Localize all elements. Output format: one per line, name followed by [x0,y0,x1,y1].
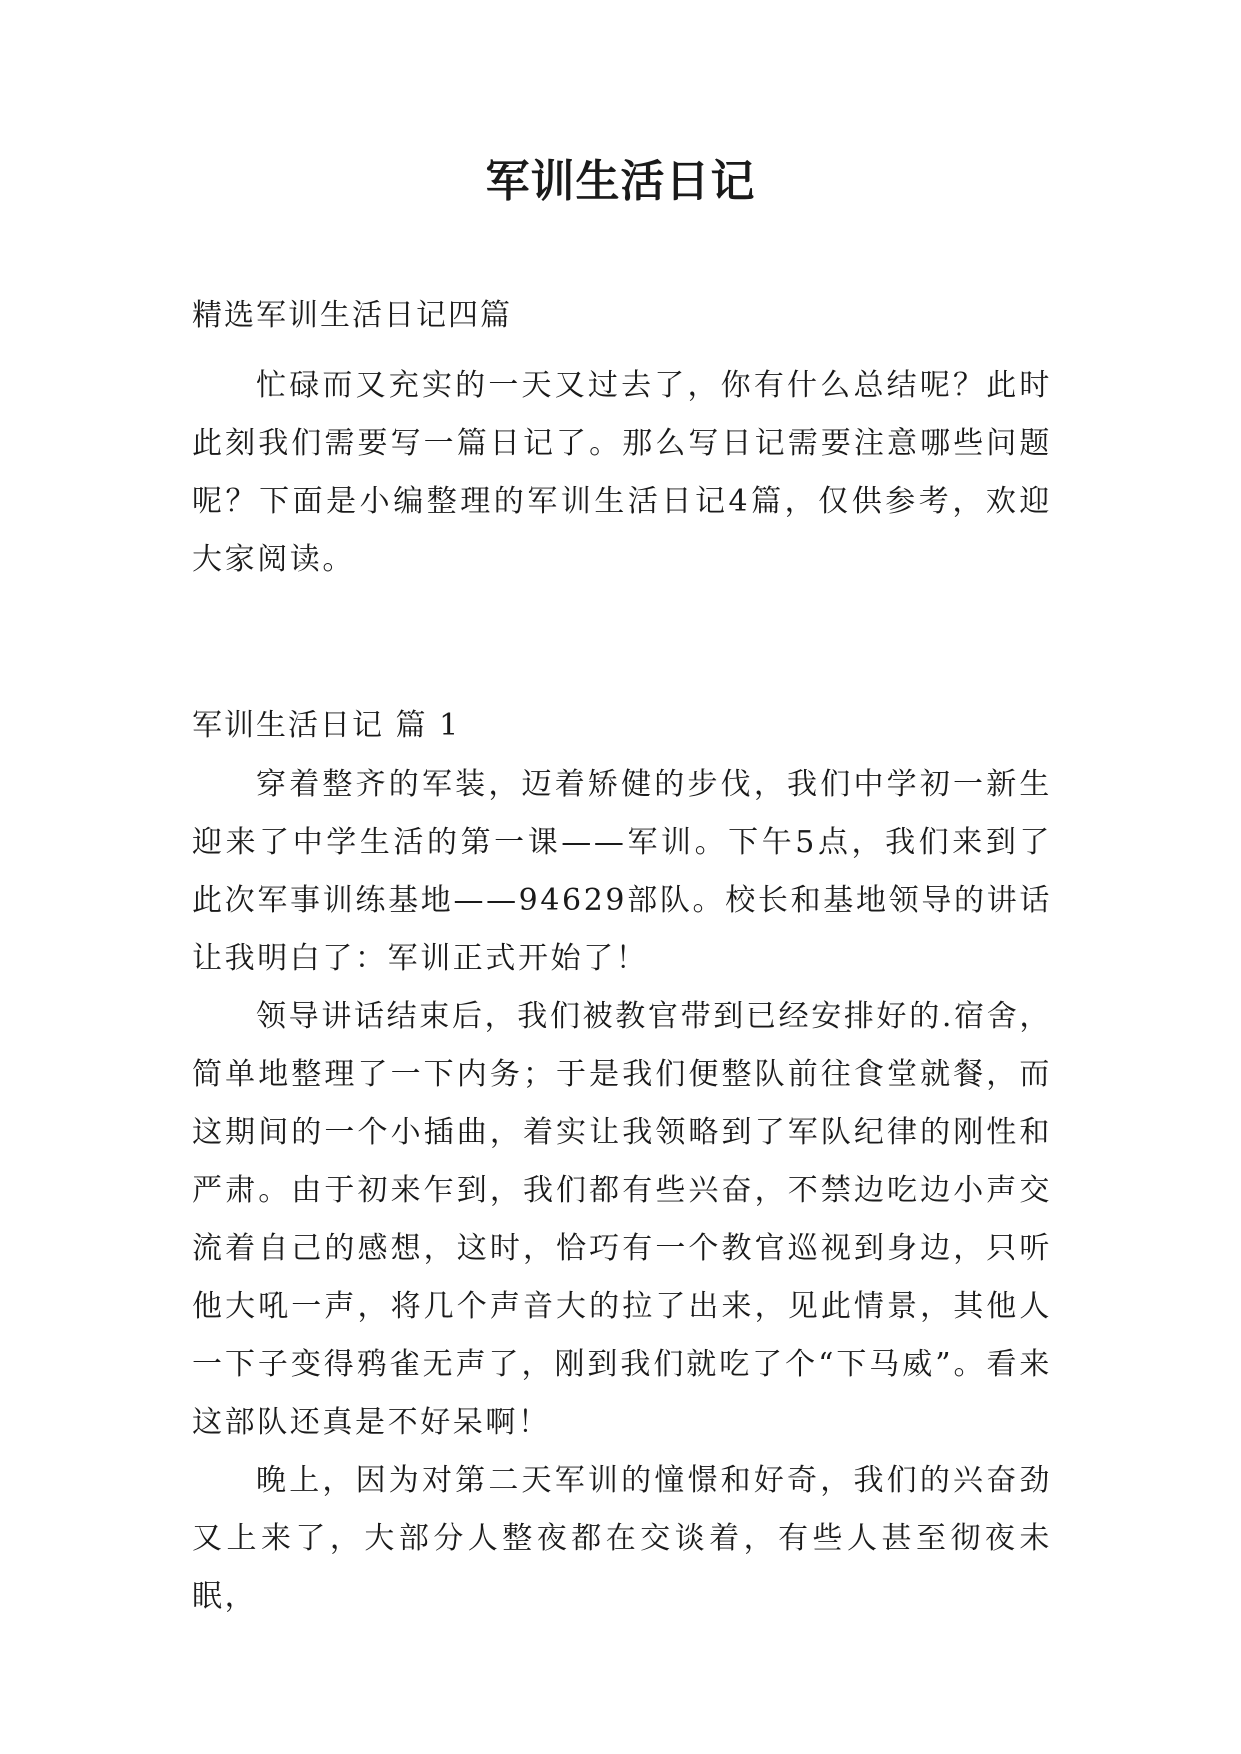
section-heading: 军训生活日记 篇 1 [192,708,461,743]
document-subtitle: 精选军训生活日记四篇 [192,298,512,333]
intro-paragraph: 忙碌而又充实的一天又过去了，你有什么总结呢？此时此刻我们需要写一篇日记了。那么写日记需要注意哪些问题呢？下面是小编整理的军训生活日记4篇，仅供参考，欢迎大家阅读。 [192,368,1052,577]
body-paragraph-2: 领导讲话结束后，我们被教官带到已经安排好的.宿舍，简单地整理了一下内务；于是我们便整队前往食堂就餐，而这期间的一个小插曲，着实让我领略到了军队纪律的刚性和严肃。由于初来乍到，我们都有些兴奋，不禁边吃边小声交流着自己的感想，这时，恰巧有一个教官巡视到身边，只听他大吼一声，将几个声音大的拉了出来，见此情景，其他人一下子变得鸦雀无声了，刚到我们就吃了个“下马威”。看来这部队还真是不好呆啊！ [192,999,1052,1440]
body-paragraph-1: 穿着整齐的军装，迈着矫健的步伐，我们中学初一新生迎来了中学生活的第一课——军训。下午5点，我们来到了此次军事训练基地——94629部队。校长和基地领导的讲话让我明白了：军训正式开始了！ [192,767,1052,976]
document-title: 军训生活日记 [485,156,756,207]
body-paragraph-3: 晚上，因为对第二天军训的憧憬和好奇，我们的兴奋劲又上来了，大部分人整夜都在交谈着，有些人甚至彻夜未眠， [192,1463,1052,1614]
